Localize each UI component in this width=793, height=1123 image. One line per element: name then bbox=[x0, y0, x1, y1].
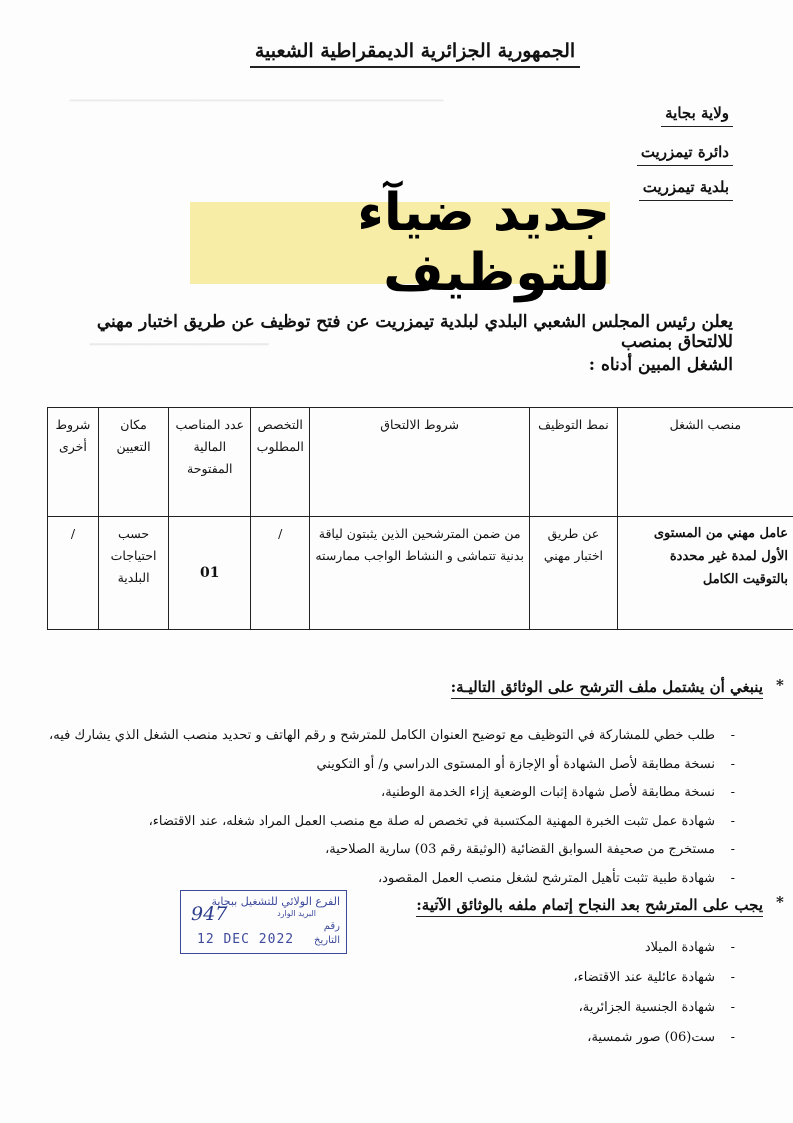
bullet-star: * bbox=[776, 893, 784, 911]
th-other: شروط أخرى bbox=[48, 408, 99, 517]
cell-location: حسب احتياجات البلدية bbox=[98, 517, 168, 630]
th-position: منصب الشغل bbox=[617, 408, 793, 517]
bleed-through-text: ــــــــــــــــــــــــــــــــــــــ bbox=[90, 330, 269, 349]
list-item: - شهادة الجنسية الجزائرية، bbox=[55, 993, 735, 1023]
th-positions-count: عدد المناصب المالية المفتوحة bbox=[169, 408, 251, 517]
list-item: - شهادة عائلية عند الاقتضاء، bbox=[55, 963, 735, 993]
cell-other: / bbox=[48, 517, 99, 630]
table-header-row bbox=[48, 408, 793, 517]
th-specialty: التخصص المطلوب bbox=[251, 408, 310, 517]
list-item: - شهادة طبية تثبت تأهيل المترشح لشغل منصب العمل المقصود، bbox=[55, 865, 735, 894]
application-documents-list bbox=[49, 722, 735, 893]
after-success-documents-list bbox=[55, 933, 735, 1053]
cell-position: عامل مهني من المستوى الأول لمدة غير محددة بالتوقيت الكامل bbox=[617, 517, 793, 630]
announcement-line-1: يعلن رئيس المجلس الشعبي البلدي لبلدية تيمزريت عن فتح توظيف عن طريق اختبار مهني للالتحاق بمنصب bbox=[96, 312, 733, 352]
positions-table bbox=[47, 407, 793, 630]
announcement-line-2: الشغل المبين أدناه : bbox=[588, 355, 733, 375]
th-recruitment-mode: نمط التوظيف bbox=[530, 408, 618, 517]
bleed-through-text: ــــــــــــــــــــــــــــــــــــــــــــــــــــــــــــــــــــــــــــــــــــــــــــــــــ bbox=[70, 90, 444, 105]
list-item: - مستخرج من صحيفة السوابق القضائية (الوثيقة رقم 03) سارية الصلاحية، bbox=[55, 836, 735, 865]
commune-label: بلدية تيمزريت bbox=[639, 178, 733, 201]
list-item: - طلب خطي للمشاركة في التوظيف مع توضيح العنوان الكامل للمترشح و رقم الهاتف و تحديد منصب الشغل الذي يشارك فيه، bbox=[55, 722, 735, 751]
th-conditions: شروط الالتحاق bbox=[310, 408, 530, 517]
cell-positions-count: 01 bbox=[169, 517, 251, 630]
list-item: - شهادة عمل تثبت الخبرة المهنية المكتسبة في تخصص له صلة مع منصب العمل المراد شغله، عند الاقتضاء، bbox=[55, 808, 735, 837]
table-row bbox=[48, 517, 793, 630]
recruitment-banner: جديد ضيآء للتوظيف bbox=[190, 202, 610, 284]
cell-specialty: / bbox=[251, 517, 310, 630]
list-item: - ست(06) صور شمسية، bbox=[55, 1023, 735, 1053]
bullet-star: * bbox=[776, 676, 784, 694]
republic-title: الجمهورية الجزائرية الديمقراطية الشعبية bbox=[250, 40, 580, 68]
th-location: مكان التعيين bbox=[98, 408, 168, 517]
list-item: - نسخة مطابقة لأصل الشهادة أو الإجازة أو المستوى الدراسي و/ أو التكويني bbox=[55, 751, 735, 780]
list-item: - نسخة مطابقة لأصل شهادة إثبات الوضعية إزاء الخدمة الوطنية، bbox=[55, 779, 735, 808]
stamp-number-label: رقم bbox=[323, 921, 340, 932]
after-success-title: يجب على المترشح بعد النجاح إتمام ملفه بالوثائق الآتية: bbox=[416, 896, 763, 917]
stamp-handwritten-number: 947 bbox=[191, 903, 228, 925]
application-file-title: ينبغي أن يشتمل ملف الترشح على الوثائق التاليـة: bbox=[451, 678, 763, 699]
stamp-office-text: الفرع الولائي للتشغيل ببجاية bbox=[211, 895, 340, 908]
list-item: - شهادة الميلاد bbox=[55, 933, 735, 963]
stamp-incoming-text: البريد الوارد bbox=[277, 909, 316, 918]
stamp-date: 12 DEC 2022 bbox=[197, 932, 295, 947]
daira-label: دائرة تيمزريت bbox=[637, 143, 733, 166]
cell-recruitment-mode: عن طريق اختبار مهني bbox=[530, 517, 618, 630]
wilaya-label: ولاية بجاية bbox=[661, 104, 733, 127]
cell-conditions: من ضمن المترشحين الذين يثبتون لياقة بدنية تتماشى و النشاط الواجب ممارسته bbox=[310, 517, 530, 630]
stamp-date-label: التاريخ bbox=[314, 935, 340, 946]
